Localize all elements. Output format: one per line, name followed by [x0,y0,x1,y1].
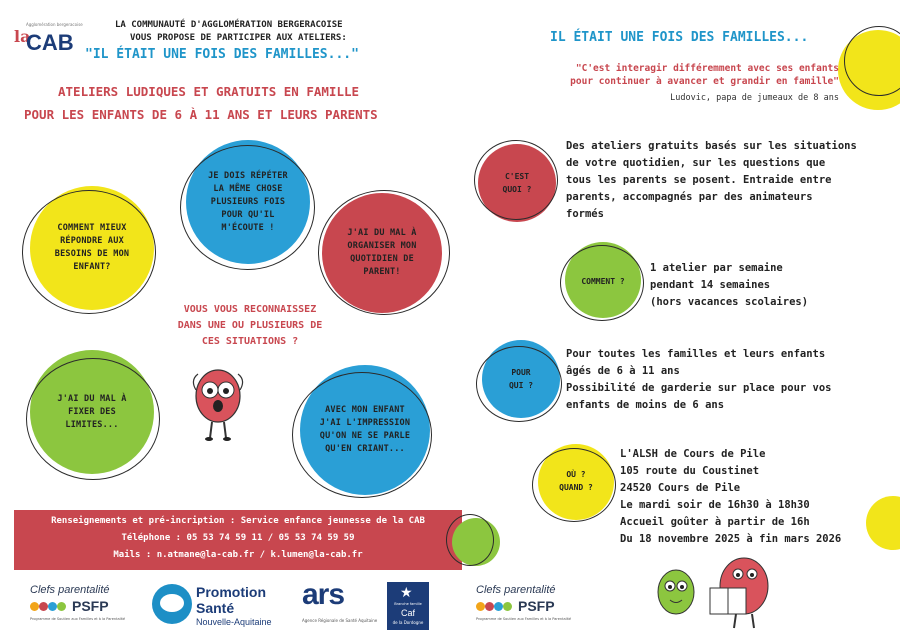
info-line-1: Renseignements et pré-incription : Service enfance jeunesse de la CAB [51,516,425,526]
caf-name: Caf [400,608,415,618]
section-text-quoi: Des ateliers gratuits basés sur les situations de votre quotidien, sur les questions que tous les parents se posent. Entraide entre parents, accompagnés par des animateurs formés [566,140,857,220]
section-text-comment: 1 atelier par semaine pendant 14 semaines (hors vacances scolaires) [650,262,809,308]
psfp-name: PSFP [72,598,109,614]
bubble-red-text: J'AI DU MAL À ORGANISER MON QUOTIDIEN DE PARENT! [347,228,417,277]
psfp-name-right: PSFP [518,598,555,614]
section-label-quand: OÙ ? QUAND ? [559,470,593,492]
intro-quote: "IL ÉTAIT UNE FOIS DES FAMILLES..." [85,47,359,62]
bubble-blue-bottom-ring [292,372,432,498]
headline-2: POUR LES ENFANTS DE 6 À 11 ANS ET LEURS PARENTS [24,107,378,122]
ars-name: ars [302,578,345,611]
bubble-blue-top-ring [180,145,315,270]
info-banner [14,510,462,570]
logo-cab: CAB [26,30,74,55]
testimonial-quote: "C'est interagir différemment avec ses enfants pour continuer à avancer et grandir en famille" [570,63,839,87]
section-text-quand: L'ALSH de Cours de Pile 105 route du Coustinet 24520 Cours de Pile Le mardi soir de 16h30 à 18h30 Accueil goûter à partir de 16h Du 18 novembre 2025 à fin mars 2026 [620,448,842,545]
psfp-sub: Programme de Soutien aux Familles et à la Parentalité [30,617,126,621]
section-text-qui: Pour toutes les familles et leurs enfants âgés de 6 à 11 ans Possibilité de garderie sur place pour vos enfants de moins de 6 ans [566,348,832,411]
caf-star-icon: ★ [400,585,413,601]
reading-characters-illustration [652,548,782,630]
psfp-title: Clefs parentalité [30,584,110,596]
ars-logo [300,578,380,630]
info-phone: Téléphone : 05 53 74 59 11 / 05 53 74 59 59 [121,533,355,543]
bubble-blue-bottom-text: AVEC MON ENFANT J'AI L'IMPRESSION QU'ON NE SE PARLE QU'EN CRIANT... [319,405,411,454]
ars-sub: Agence Régionale de Santé Aquitaine [302,618,378,623]
bubble-yellow-text: COMMENT MIEUX RÉPONDRE AUX BESOINS DE MON ENFANT? [54,223,130,272]
caf-logo [387,582,429,630]
swirl-inner [160,594,184,612]
psfp-sub-right: Programme de Soutien aux Familles et à la Parentalité [476,617,572,621]
bubble-blue-top-text: JE DOIS RÉPÉTER LA MÊME CHOSE PLUSIEURS FOIS POUR QU'IL M'ÉCOUTE ! [208,170,288,233]
caf-sub: de la Dordogne [392,620,424,625]
intro-line-1: LA COMMUNAUTÉ D'AGGLOMÉRATION BERGERACOISE [115,20,343,30]
psfp-logo-right [476,584,591,628]
reconnaissez-question: VOUS VOUS RECONNAISSEZ DANS UNE OU PLUSIEURS DE CES SITUATIONS ? [177,304,323,347]
psfp-title-right: Clefs parentalité [476,584,556,596]
psfp-logo-left [30,584,145,628]
bubble-green-text: J'AI DU MAL À FIXER DES LIMITES... [57,393,127,430]
worried-character-illustration [188,360,248,444]
bubble-green-ring [26,358,160,480]
testimonial-author: Ludovic, papa de jumeaux de 8 ans [670,93,839,103]
ps-line-2: Santé [196,600,235,616]
right-title: IL ÉTAIT UNE FOIS DES FAMILLES... [550,30,809,45]
cab-logo [8,22,88,62]
logo-small-text: Agglomération bergeracoise [26,22,83,27]
section-label-qui: POUR QUI ? [508,368,534,390]
info-mails: Mails : n.atmane@la-cab.fr / k.lumen@la-cab.fr [113,550,363,560]
bubble-red-ring [318,190,450,315]
section-label-quoi: C'EST QUOI ? [502,172,532,194]
headline-1: ATELIERS LUDIQUES ET GRATUITS EN FAMILLE [58,84,360,99]
logo-la: la [14,27,31,46]
caf-small: Branche famille [394,602,422,606]
deco-green-ring [446,514,494,566]
intro-line-2: VOUS PROPOSE DE PARTICIPER AUX ATELIERS: [130,33,347,43]
ps-line-1: Promotion [196,584,266,600]
section-label-comment: COMMENT ? [581,277,625,286]
ps-line-3: Nouvelle-Aquitaine [196,617,272,627]
promotion-sante-logo [152,582,292,630]
bubble-yellow-ring [22,190,156,314]
